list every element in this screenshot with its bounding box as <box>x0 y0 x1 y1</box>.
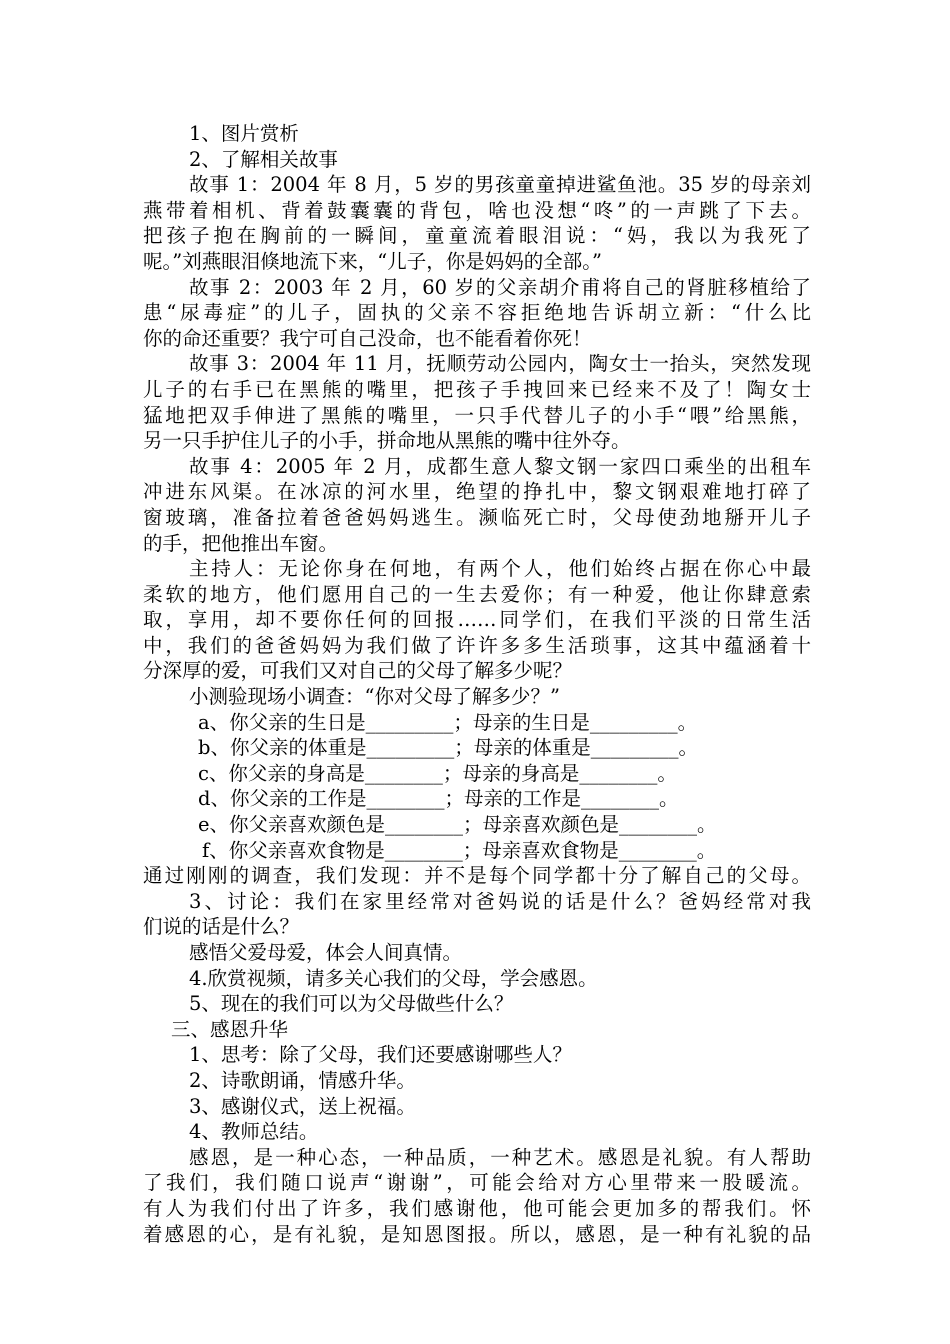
text-line: 患“尿毒症”的儿子，固执的父亲不容拒绝地告诉胡立新：“什么比 <box>143 301 811 325</box>
text-line: 5、现在的我们可以为父母做些什么？ <box>189 992 514 1016</box>
text-line: 2、诗歌朗诵，情感升华。 <box>189 1068 416 1092</box>
text-line: 三、感恩升华 <box>171 1017 289 1041</box>
text-line: 燕带着相机、背着鼓囊囊的背包，啥也没想“咚”的一声跳了下去。 <box>143 198 811 222</box>
text-line: 故事 3：2004 年 11 月，抚顺劳动公园内，陶女士一抬头，突然发现 <box>189 352 811 376</box>
text-line: 儿子的右手已在黑熊的嘴里，把孩子手拽回来已经来不及了！陶女士 <box>143 377 811 401</box>
text-line: 感悟父爱母爱，体会人间真情。 <box>189 941 463 964</box>
text-line: 着感恩的心，是有礼貌，是知恩图报。所以，感恩，是一种有礼貌的品 <box>143 1222 811 1246</box>
text-line: a、你父亲的生日是_________；母亲的生日是_________。 <box>198 710 698 734</box>
text-line: 了我们，我们随口说声“谢谢”，可能会给对方心里带来一股暖流。 <box>143 1171 811 1195</box>
text-line: 柔软的地方，他们愿用自己的一生去爱你；有一种爱，他让你肆意索 <box>143 582 811 606</box>
text-line: 感恩，是一种心态，一种品质，一种艺术。感恩是礼貌。有人帮助 <box>189 1145 811 1169</box>
text-line: 故事 1：2004 年 8 月，5 岁的男孩童童掉进鲨鱼池。35 岁的母亲刘 <box>189 173 811 197</box>
text-line: 小测验现场小调查：“你对父母了解多少？” <box>189 685 560 709</box>
text-line: d、你父亲的工作是________；母亲的工作是________。 <box>198 787 679 811</box>
text-line: 窗玻璃，准备拉着爸爸妈妈逃生。濒临死亡时，父母使劲地掰开儿子 <box>143 505 811 529</box>
text-line: e、你父亲喜欢颜色是________；母亲喜欢颜色是________。 <box>198 813 717 837</box>
text-line: 故事 4：2005 年 2 月，成都生意人黎文钢一家四口乘坐的出租车 <box>189 454 811 478</box>
text-line: 中，我们的爸爸妈妈为我们做了许许多多生活琐事，这其中蕴涵着十 <box>143 633 811 657</box>
text-line: 1、图片赏析 <box>189 122 299 145</box>
text-line: 们说的话是什么？ <box>143 915 300 939</box>
text-line: 取，享用，却不要你任何的回报……同学们，在我们平淡的日常生活 <box>143 608 811 632</box>
text-line: 另一只手护住儿子的小手，拼命地从黑熊的嘴中往外夺。 <box>143 429 631 453</box>
text-line: f、你父亲喜欢食物是________；母亲喜欢食物是________。 <box>202 838 717 862</box>
text-line: 分深厚的爱，可我们又对自己的父母了解多少呢？ <box>143 659 573 683</box>
text-line: 2、了解相关故事 <box>189 147 338 171</box>
text-line: 呢。”刘燕眼泪倏地流下来，“儿子，你是妈妈的全部。” <box>143 249 602 273</box>
text-line: 你的命还重要？我宁可自己没命，也不能看着你死！ <box>143 326 592 350</box>
text-line: 猛地把双手伸进了黑熊的嘴里，一只手代替儿子的小手“喂”给黑熊， <box>143 403 811 427</box>
document-body <box>143 121 811 1247</box>
text-line: 3、讨论：我们在家里经常对爸妈说的话是什么？爸妈经常对我 <box>189 889 811 913</box>
text-line: 4.欣赏视频，请多关心我们的父母，学会感恩。 <box>189 966 598 990</box>
text-line: 把孩子抱在胸前的一瞬间，童童流着眼泪说：“妈，我以为我死了 <box>143 224 811 248</box>
text-line: c、你父亲的身高是________；母亲的身高是________。 <box>198 761 677 785</box>
text-line: 通过刚刚的调查，我们发现：并不是每个同学都十分了解自己的父母。 <box>143 864 811 888</box>
text-line: 主持人：无论你身在何地，有两个人，他们始终占据在你心中最 <box>189 557 811 581</box>
text-line: 的手，把他推出车窗。 <box>143 531 339 555</box>
text-line: 3、感谢仪式，送上祝福。 <box>189 1094 416 1118</box>
text-line: 有人为我们付出了许多，我们感谢他，他可能会更加多的帮我们。怀 <box>143 1196 811 1220</box>
text-line: b、你父亲的体重是_________；母亲的体重是_________。 <box>198 736 698 760</box>
text-line: 故事 2：2003 年 2 月，60 岁的父亲胡介甫将自己的肾脏移植给了 <box>189 275 811 299</box>
text-line: 1、思考：除了父母，我们还要感谢哪些人？ <box>189 1043 572 1067</box>
text-line: 冲进东风渠。在冰凉的河水里，绝望的挣扎中，黎文钢艰难地打碎了 <box>143 480 811 504</box>
text-line: 4、教师总结。 <box>189 1120 319 1144</box>
